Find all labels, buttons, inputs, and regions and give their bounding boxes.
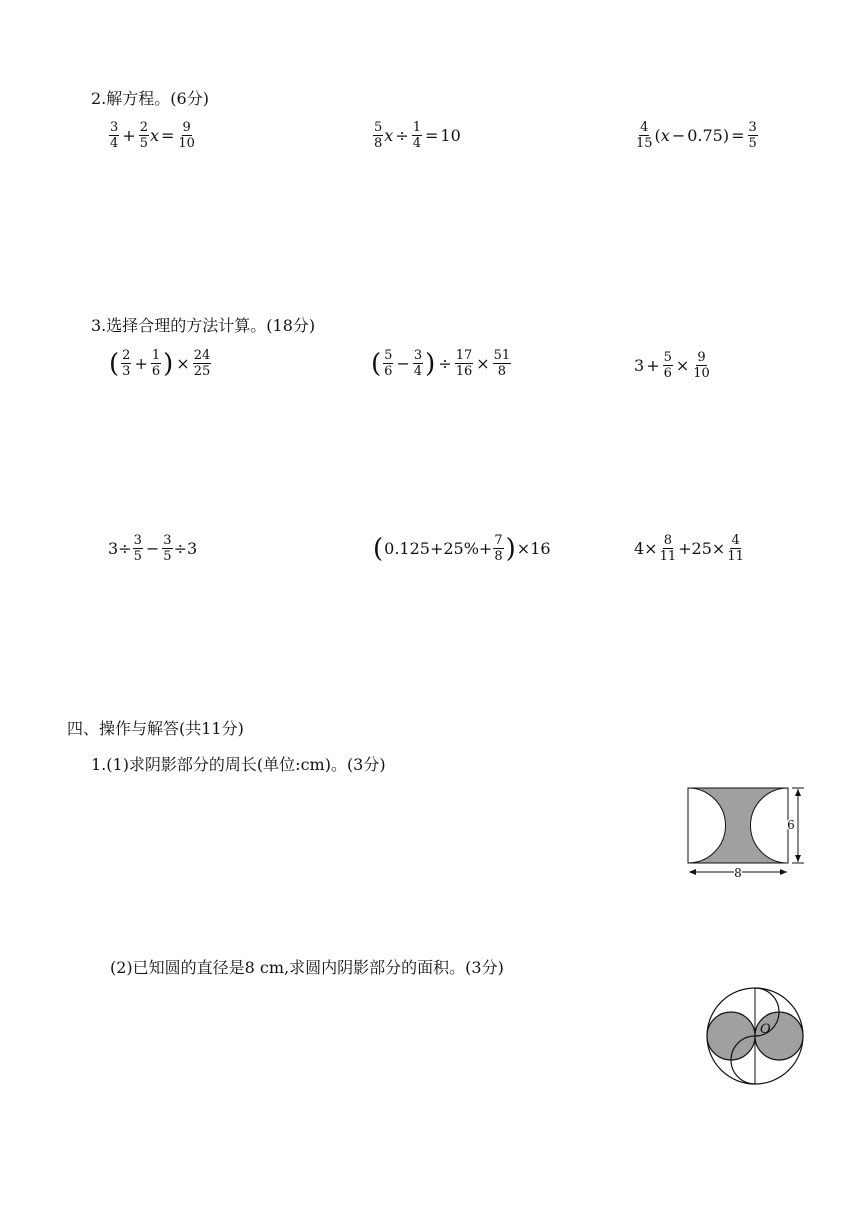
- variable: x: [660, 126, 670, 145]
- numerator: 1: [412, 120, 421, 135]
- denominator: 8: [494, 549, 503, 564]
- height-label: 6: [787, 818, 795, 832]
- operator: ÷: [438, 354, 452, 373]
- arrow-up-icon: [795, 789, 801, 796]
- numerator: 3: [110, 120, 119, 135]
- equation-1: [108, 120, 197, 151]
- fraction: [635, 120, 654, 151]
- denominator: 6: [151, 364, 161, 379]
- denominator: 25: [193, 364, 211, 379]
- numerator: 24: [193, 348, 211, 363]
- denominator: 15: [636, 136, 653, 151]
- section-4-title: 四、操作与解答(共11分): [67, 719, 244, 738]
- paren: ): [425, 348, 436, 379]
- calc-3: [634, 350, 712, 381]
- denominator: 6: [663, 366, 672, 381]
- fraction: [455, 348, 474, 379]
- denominator: 11: [659, 549, 677, 564]
- denominator: 8: [497, 364, 507, 379]
- denominator: 8: [374, 136, 383, 151]
- denominator: 16: [455, 364, 473, 379]
- section-2-title: 2.解方程。(6分): [91, 89, 209, 108]
- denominator: 4: [413, 364, 423, 379]
- fraction: [692, 350, 711, 381]
- calc-4: [108, 533, 197, 564]
- operator: +: [134, 354, 148, 373]
- fraction: [151, 348, 161, 379]
- calc-1: [108, 348, 212, 379]
- numerator: 1: [151, 348, 161, 363]
- operator: ×: [176, 354, 190, 373]
- fraction: [748, 120, 758, 151]
- constant: +25×: [678, 539, 726, 558]
- fraction: [659, 533, 678, 564]
- denominator: 6: [384, 364, 393, 379]
- paren: (: [373, 533, 384, 564]
- operator: −: [396, 354, 410, 373]
- operator: +: [122, 126, 136, 145]
- numerator: 3: [163, 533, 172, 548]
- numerator: 4: [640, 120, 649, 135]
- denominator: 4: [110, 136, 119, 151]
- equation-2: [372, 120, 461, 151]
- denominator: 5: [139, 136, 148, 151]
- constant: ÷3: [173, 539, 198, 558]
- fraction: [413, 348, 423, 379]
- numerator: 9: [697, 350, 706, 365]
- operator: +: [646, 356, 660, 375]
- denominator: 10: [693, 366, 710, 381]
- question-1-1: 1.(1)求阴影部分的周长(单位:cm)。(3分): [91, 755, 386, 774]
- width-label: 8: [734, 866, 742, 880]
- numerator: 5: [384, 348, 393, 363]
- denominator: 10: [178, 136, 195, 151]
- operator: −: [671, 126, 686, 145]
- fraction: [412, 120, 422, 151]
- numerator: 5: [374, 120, 383, 135]
- fraction: [383, 348, 393, 379]
- numerator: 3: [413, 348, 423, 363]
- calc-2: [370, 348, 512, 379]
- operator: =: [425, 126, 439, 145]
- paren: ): [505, 533, 516, 564]
- arrow-right-icon: [780, 869, 787, 875]
- denominator: 3: [122, 364, 131, 379]
- constant: 3: [634, 356, 645, 375]
- operator: =: [161, 126, 175, 145]
- fraction: [139, 120, 149, 151]
- operator: ×: [476, 354, 490, 373]
- numerator: 5: [663, 350, 672, 365]
- variable: x: [384, 126, 394, 145]
- paren: ): [722, 126, 730, 145]
- constant: ×16: [516, 539, 551, 558]
- figure-rectangle-semicircles: [680, 782, 810, 882]
- fraction: [373, 120, 383, 151]
- paren: (: [654, 126, 661, 145]
- fraction: [133, 533, 143, 564]
- constant: 10: [440, 126, 461, 145]
- numerator: 8: [663, 533, 672, 548]
- denominator: 5: [748, 136, 757, 151]
- arrow-left-icon: [689, 869, 696, 875]
- fraction: [109, 120, 119, 151]
- numerator: 4: [731, 533, 740, 548]
- calc-6: [634, 533, 746, 564]
- constant: 0.125+25%+: [384, 539, 493, 558]
- fraction: [663, 350, 673, 381]
- numerator: 51: [493, 348, 511, 363]
- paren: (: [371, 348, 382, 379]
- variable: x: [149, 126, 159, 145]
- fraction: [162, 533, 172, 564]
- fraction: [177, 120, 196, 151]
- numerator: 2: [122, 348, 131, 363]
- denominator: 11: [727, 549, 744, 564]
- fraction: [193, 348, 212, 379]
- calc-5: [372, 533, 551, 564]
- operator: ÷: [395, 126, 409, 145]
- figure-circle-yin-yang: [700, 981, 810, 1091]
- paren: ): [163, 348, 174, 379]
- fraction: [493, 348, 512, 379]
- denominator: 5: [133, 549, 142, 564]
- denominator: 4: [412, 136, 421, 151]
- numerator: 9: [182, 120, 191, 135]
- constant: 3÷: [108, 539, 132, 558]
- fraction: [121, 348, 131, 379]
- constant: 0.75: [687, 126, 723, 145]
- numerator: 7: [494, 533, 503, 548]
- question-1-2: (2)已知圆的直径是8 cm,求圆内阴影部分的面积。(3分): [110, 958, 504, 977]
- constant: 4×: [634, 539, 658, 558]
- operator: ×: [675, 356, 690, 375]
- center-label: O: [760, 1022, 771, 1037]
- section-3-title: 3.选择合理的方法计算。(18分): [91, 316, 316, 335]
- fraction: [726, 533, 745, 564]
- operator: −: [145, 539, 160, 558]
- operator: =: [731, 126, 745, 145]
- numerator: 17: [455, 348, 473, 363]
- equation-3: [634, 120, 759, 151]
- numerator: 2: [139, 120, 148, 135]
- fraction: [493, 533, 503, 564]
- denominator: 5: [163, 549, 172, 564]
- numerator: 3: [133, 533, 142, 548]
- arrow-down-icon: [795, 855, 801, 862]
- numerator: 3: [748, 120, 757, 135]
- paren: (: [109, 348, 120, 379]
